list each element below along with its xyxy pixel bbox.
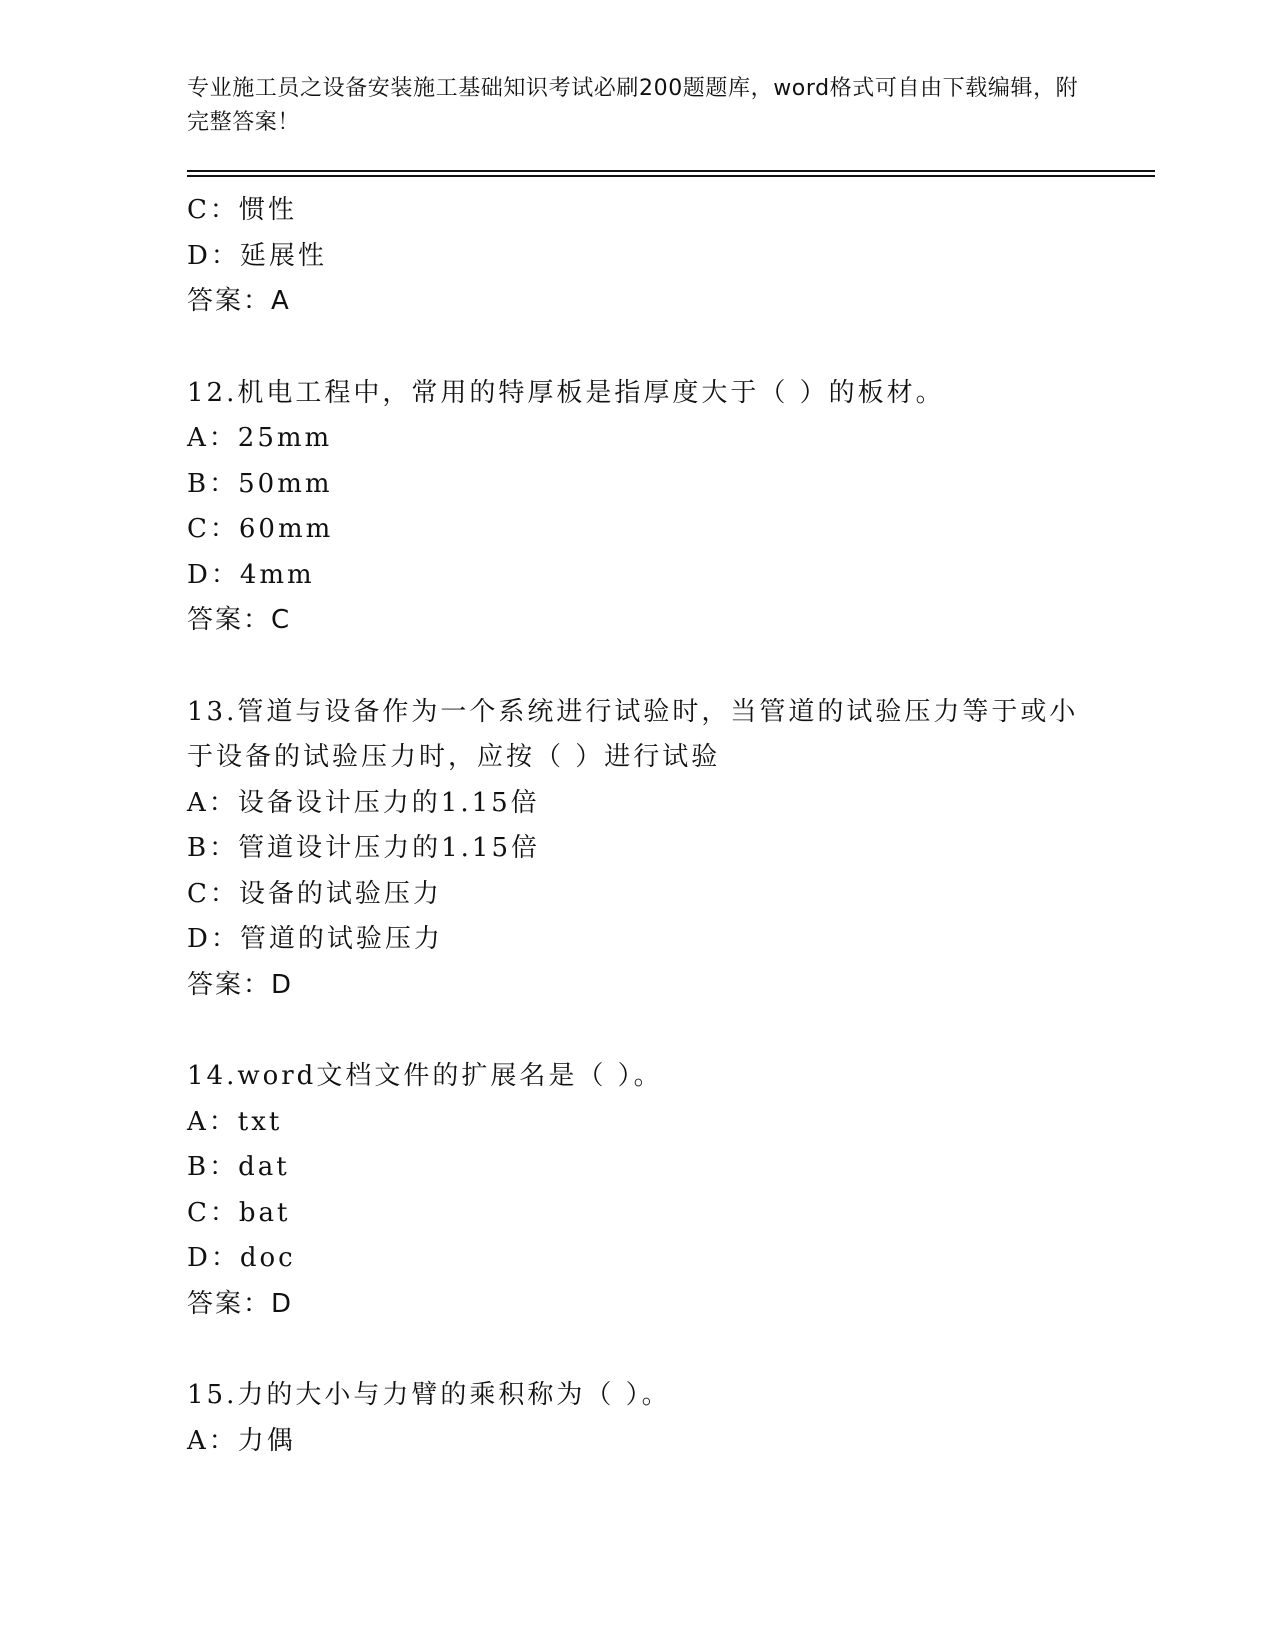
option-d: D：doc [187, 1243, 296, 1273]
option-b: B：dat [187, 1152, 290, 1182]
question-stem: 15.力的大小与力臂的乘积称为（ ）。 [187, 1380, 671, 1410]
option-a: A：txt [187, 1106, 283, 1137]
question-stem-line-2: 于设备的试验压力时，应按（ ）进行试验 [187, 742, 721, 772]
spacer [187, 644, 1147, 690]
question-stem: 12.机电工程中，常用的特厚板是指厚度大于（ ）的板材。 [187, 377, 945, 408]
spacer [187, 325, 1147, 371]
question-13 [187, 690, 1147, 1009]
question-15 [187, 1373, 1147, 1464]
option-d: D：延展性 [187, 240, 327, 271]
option-d: D：4mm [187, 559, 315, 590]
option-c: C：惯性 [187, 195, 297, 225]
question-14 [187, 1054, 1147, 1327]
answer-line: 答案：C [187, 605, 292, 635]
spacer [187, 1008, 1147, 1054]
question-stem: 14.word文档文件的扩展名是（ ）。 [187, 1061, 663, 1091]
option-c: C：bat [187, 1197, 291, 1228]
option-b: B：管道设计压力的1.15倍 [187, 833, 540, 863]
option-b: B：50mm [187, 468, 333, 499]
option-a: A：设备设计压力的1.15倍 [187, 787, 540, 818]
option-c: C：60mm [187, 514, 334, 544]
document-header: 专业施工员之设备安装施工基础知识考试必刷200题题库，word格式可自由下载编辑，附完整答案！ [187, 76, 1079, 135]
option-a: A：力偶 [187, 1425, 296, 1456]
question-list [187, 188, 1147, 1464]
option-d: D：管道的试验压力 [187, 924, 443, 954]
answer-line: 答案：D [187, 969, 294, 1000]
answer-line: 答案：D [187, 1288, 294, 1319]
answer-line: 答案：A [187, 286, 291, 316]
header-rule-bottom [187, 175, 1155, 177]
question-stem-line-1: 13.管道与设备作为一个系统进行试验时，当管道的试验压力等于或小 [187, 696, 1079, 727]
option-a: A：25mm [187, 423, 333, 453]
question-12 [187, 371, 1147, 644]
spacer [187, 1327, 1147, 1373]
previous-question-tail [187, 188, 1147, 325]
option-c: C：设备的试验压力 [187, 878, 442, 909]
header-rule-top [187, 170, 1155, 172]
